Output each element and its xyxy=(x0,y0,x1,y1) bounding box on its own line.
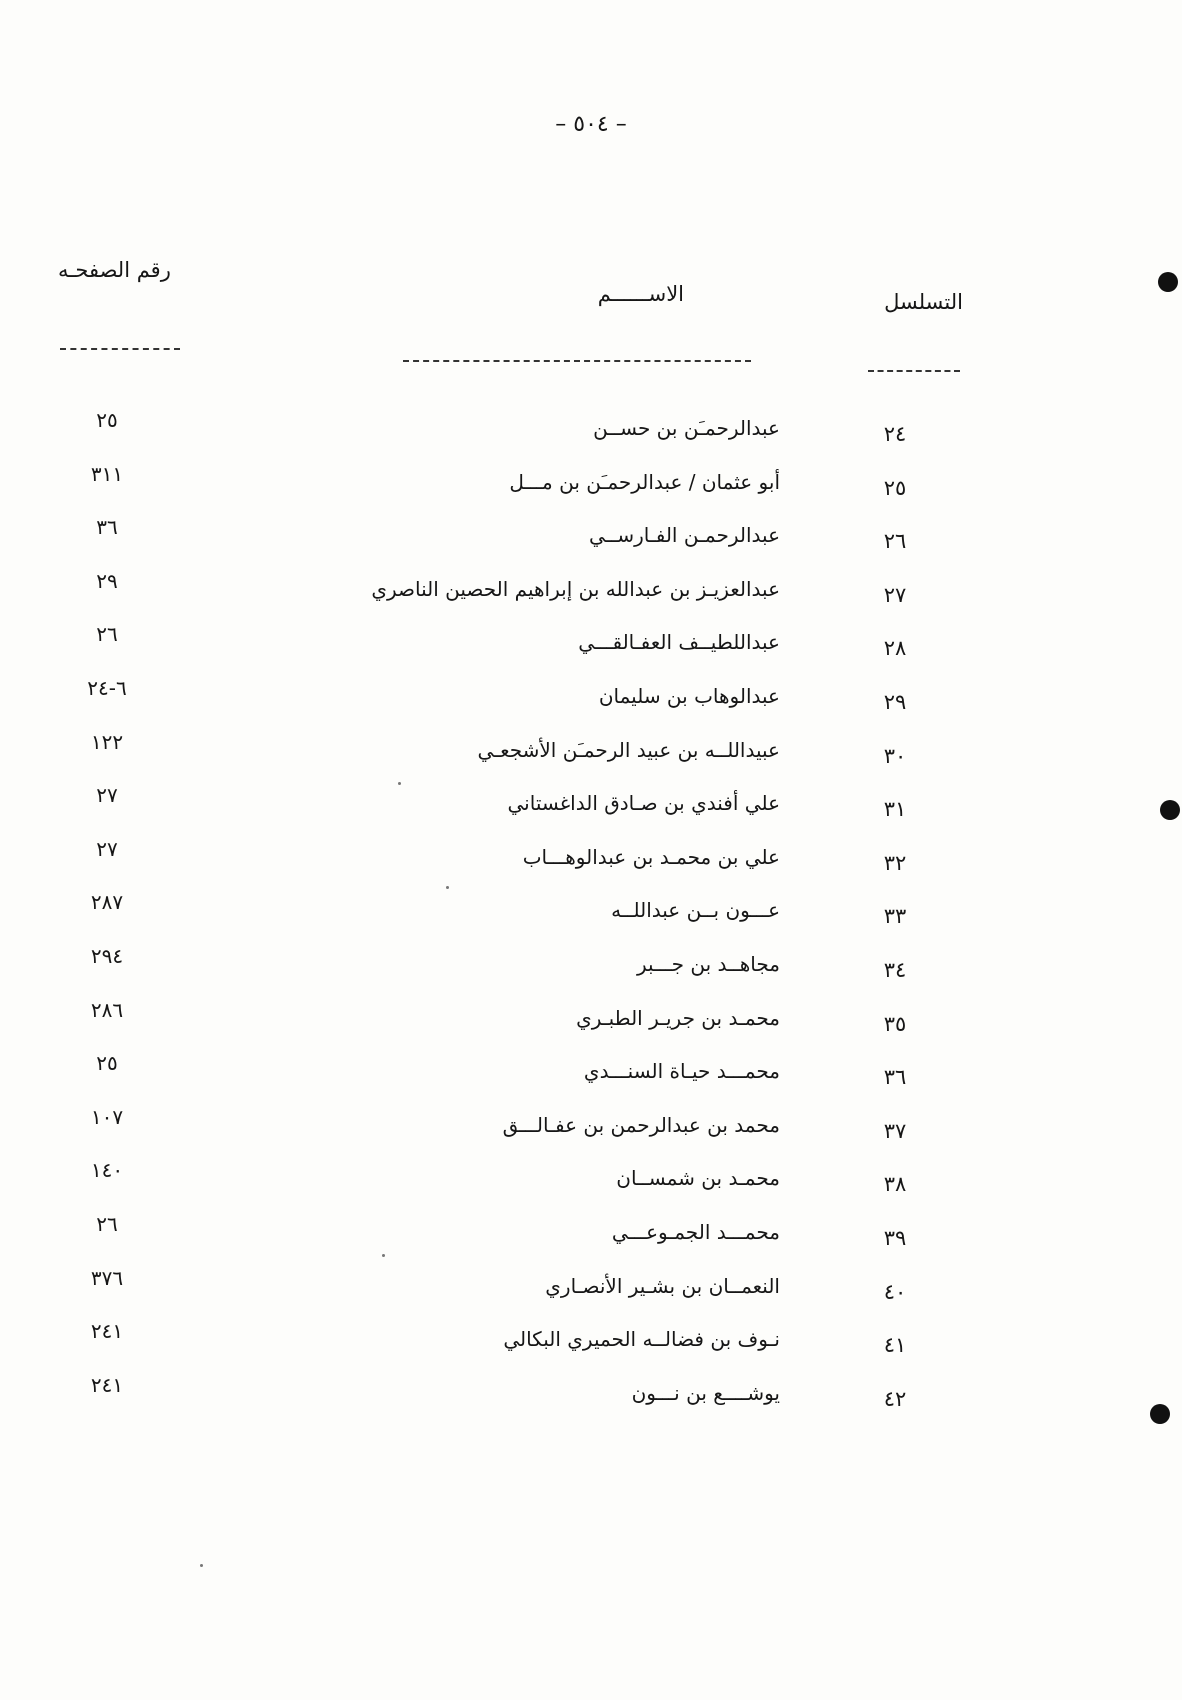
table-row xyxy=(0,1365,1182,1419)
scan-speck xyxy=(398,782,401,785)
table-row xyxy=(0,1097,1182,1151)
scan-speck xyxy=(382,1254,385,1257)
punch-hole-mark xyxy=(1158,272,1178,292)
serial-cell: ٣٣ xyxy=(883,904,907,929)
serial-cell: ٢٤ xyxy=(883,422,907,446)
serial-cell: ٣٨ xyxy=(883,1172,907,1197)
header-serial: التسلسل xyxy=(884,290,963,314)
table-row xyxy=(0,561,1182,615)
name-cell: عبدالرحمـَن بن حســن xyxy=(593,416,780,440)
page-cell: ١٤٠ xyxy=(90,1158,124,1183)
table-row xyxy=(0,400,1182,454)
name-cell: أبو عثمان / عبدالرحمـَن بن مـــل xyxy=(509,469,780,494)
page-cell: ٢٦ xyxy=(96,622,118,647)
name-cell: محمـــد الجمـوعـــي xyxy=(611,1219,780,1244)
punch-hole-mark xyxy=(1160,800,1180,820)
name-cell: محمد بن عبدالرحمن بن عفـالـــق xyxy=(502,1112,780,1137)
table-row xyxy=(0,454,1182,508)
name-cell: عبدالعزيـز بن عبدالله بن إبراهيم الحصين الناصري xyxy=(371,576,780,601)
serial-cell: ٣٩ xyxy=(883,1225,907,1250)
name-cell: يوشــــع بن نـــون xyxy=(631,1380,780,1405)
name-cell: علي أفندي بن صـادق الداغستاني xyxy=(507,791,780,816)
page-cell: ٢٨٧ xyxy=(90,890,124,915)
page-cell: ١٠٧ xyxy=(90,1104,124,1129)
name-cell: عبدالوهاب بن سليمان xyxy=(598,683,780,708)
page-number: – ٥٠٤ – xyxy=(555,112,627,137)
table-row xyxy=(0,1311,1182,1365)
serial-cell: ٣٢ xyxy=(883,850,907,875)
serial-cell: ٣٠ xyxy=(883,743,907,768)
page-cell: ٢٥ xyxy=(96,408,118,432)
page-cell: ١٢٢ xyxy=(90,729,124,754)
table-row xyxy=(0,990,1182,1044)
page-cell: ٢٤١ xyxy=(90,1319,124,1344)
name-cell: علي بن محمـد بن عبدالوهـــاب xyxy=(522,844,780,869)
table-row xyxy=(0,775,1182,829)
name-cell: محمـــد حيـاة السنـــدي xyxy=(583,1059,780,1084)
page-cell: ٣٦ xyxy=(96,515,118,540)
index-table xyxy=(0,400,1182,1418)
table-row xyxy=(0,1043,1182,1097)
page-cell: ٢٧ xyxy=(96,783,118,808)
page-cell: ٣٧٦ xyxy=(90,1265,124,1290)
serial-cell: ٢٥ xyxy=(883,475,907,500)
name-cell: عبداللطيــف العفـالقـــي xyxy=(578,630,780,655)
serial-cell: ٢٨ xyxy=(883,636,907,661)
name-cell: عبيداللــه بن عبيد الرحمـَن الأشجعـي xyxy=(477,737,780,762)
name-cell: نـوف بن فضالــه الحميري البكالي xyxy=(503,1327,780,1352)
page-cell: ٦-٢٤ xyxy=(87,675,127,700)
page-cell: ٢٩٤ xyxy=(90,943,124,968)
scan-speck xyxy=(200,1564,203,1567)
table-row xyxy=(0,882,1182,936)
name-cell: مجاهــد بن جـــبر xyxy=(637,951,780,976)
serial-cell: ٢٩ xyxy=(883,689,907,714)
page-cell: ٢٥ xyxy=(96,1051,118,1076)
page-cell: ٢٤١ xyxy=(90,1372,124,1397)
serial-cell: ٢٧ xyxy=(883,582,907,607)
scan-speck xyxy=(446,886,449,889)
header-name: الاســــــم xyxy=(597,282,684,306)
serial-cell: ٣٤ xyxy=(883,957,907,982)
serial-cell: ٢٦ xyxy=(883,529,907,554)
name-cell: عـــون بــن عبداللــه xyxy=(611,898,780,923)
page-cell: ٢٦ xyxy=(96,1211,118,1236)
serial-cell: ٣١ xyxy=(883,797,907,822)
name-cell: محمـد بن شمســان xyxy=(616,1166,780,1191)
serial-cell: ٣٦ xyxy=(883,1065,907,1090)
name-cell: عبدالرحمـن الفـارســي xyxy=(588,523,780,548)
table-row xyxy=(0,507,1182,561)
serial-cell: ٤١ xyxy=(883,1333,907,1358)
table-row xyxy=(0,614,1182,668)
table-row xyxy=(0,1150,1182,1204)
header-name-rule xyxy=(403,360,751,362)
table-row xyxy=(0,668,1182,722)
name-cell: محمـد بن جريـر الطبـري xyxy=(576,1005,780,1030)
table-row xyxy=(0,936,1182,990)
page-cell: ٢٩ xyxy=(96,568,118,593)
header-page-rule xyxy=(60,348,180,350)
name-cell: النعمــان بن بشـير الأنصـاري xyxy=(545,1273,780,1298)
serial-cell: ٤٢ xyxy=(883,1386,907,1411)
punch-hole-mark xyxy=(1150,1404,1170,1424)
serial-cell: ٣٥ xyxy=(883,1011,907,1036)
page-cell: ٢٨٦ xyxy=(90,997,124,1022)
header-page: رقم الصفحـه xyxy=(58,258,171,282)
serial-cell: ٣٧ xyxy=(883,1118,907,1143)
table-row xyxy=(0,1258,1182,1312)
header-serial-rule xyxy=(868,370,960,372)
table-row xyxy=(0,1204,1182,1258)
page-cell: ٣١١ xyxy=(90,461,124,486)
table-row xyxy=(0,829,1182,883)
table-row xyxy=(0,722,1182,776)
page-cell: ٢٧ xyxy=(96,836,118,861)
serial-cell: ٤٠ xyxy=(883,1279,907,1304)
